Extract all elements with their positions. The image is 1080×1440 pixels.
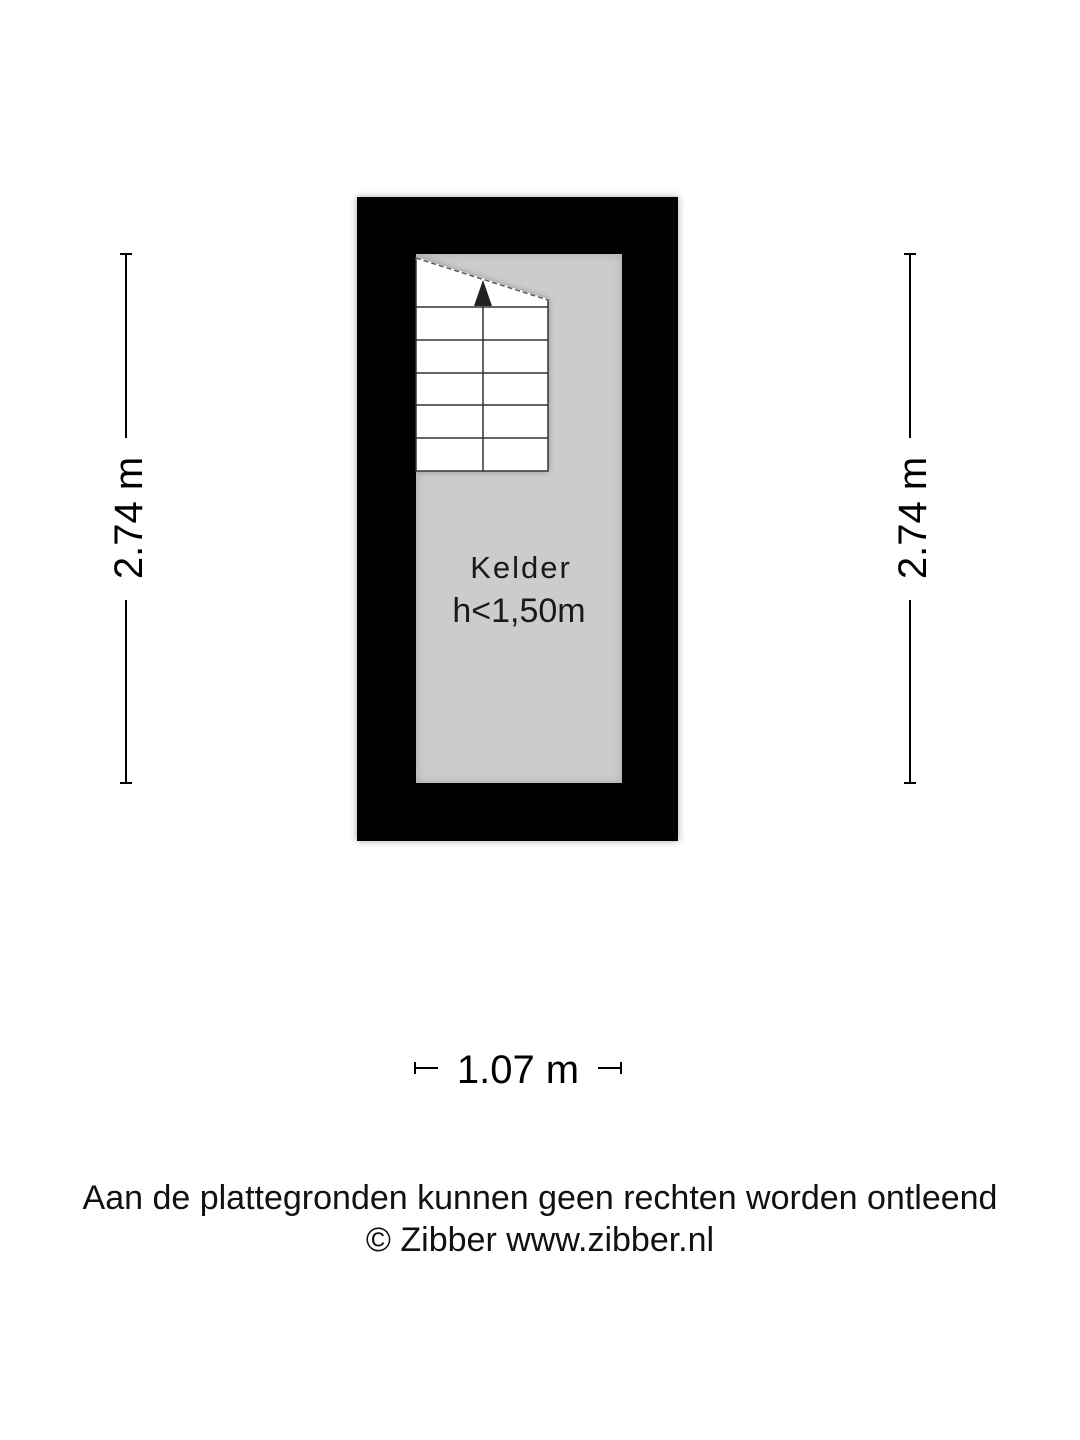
disclaimer-text: Aan de plattegronden kunnen geen rechten worden ontleend [82,1179,998,1217]
left-dimension [107,254,151,783]
room-height-note: h<1,50m [452,592,586,630]
right-dimension [891,254,935,783]
right-height-label: 2.74 m [891,456,935,580]
bottom-dimension [415,1048,621,1092]
copyright-text: © Zibber www.zibber.nl [365,1221,715,1259]
bottom-width-label: 1.07 m [456,1048,580,1092]
left-height-label: 2.74 m [107,456,151,580]
room-name: Kelder [470,550,572,585]
